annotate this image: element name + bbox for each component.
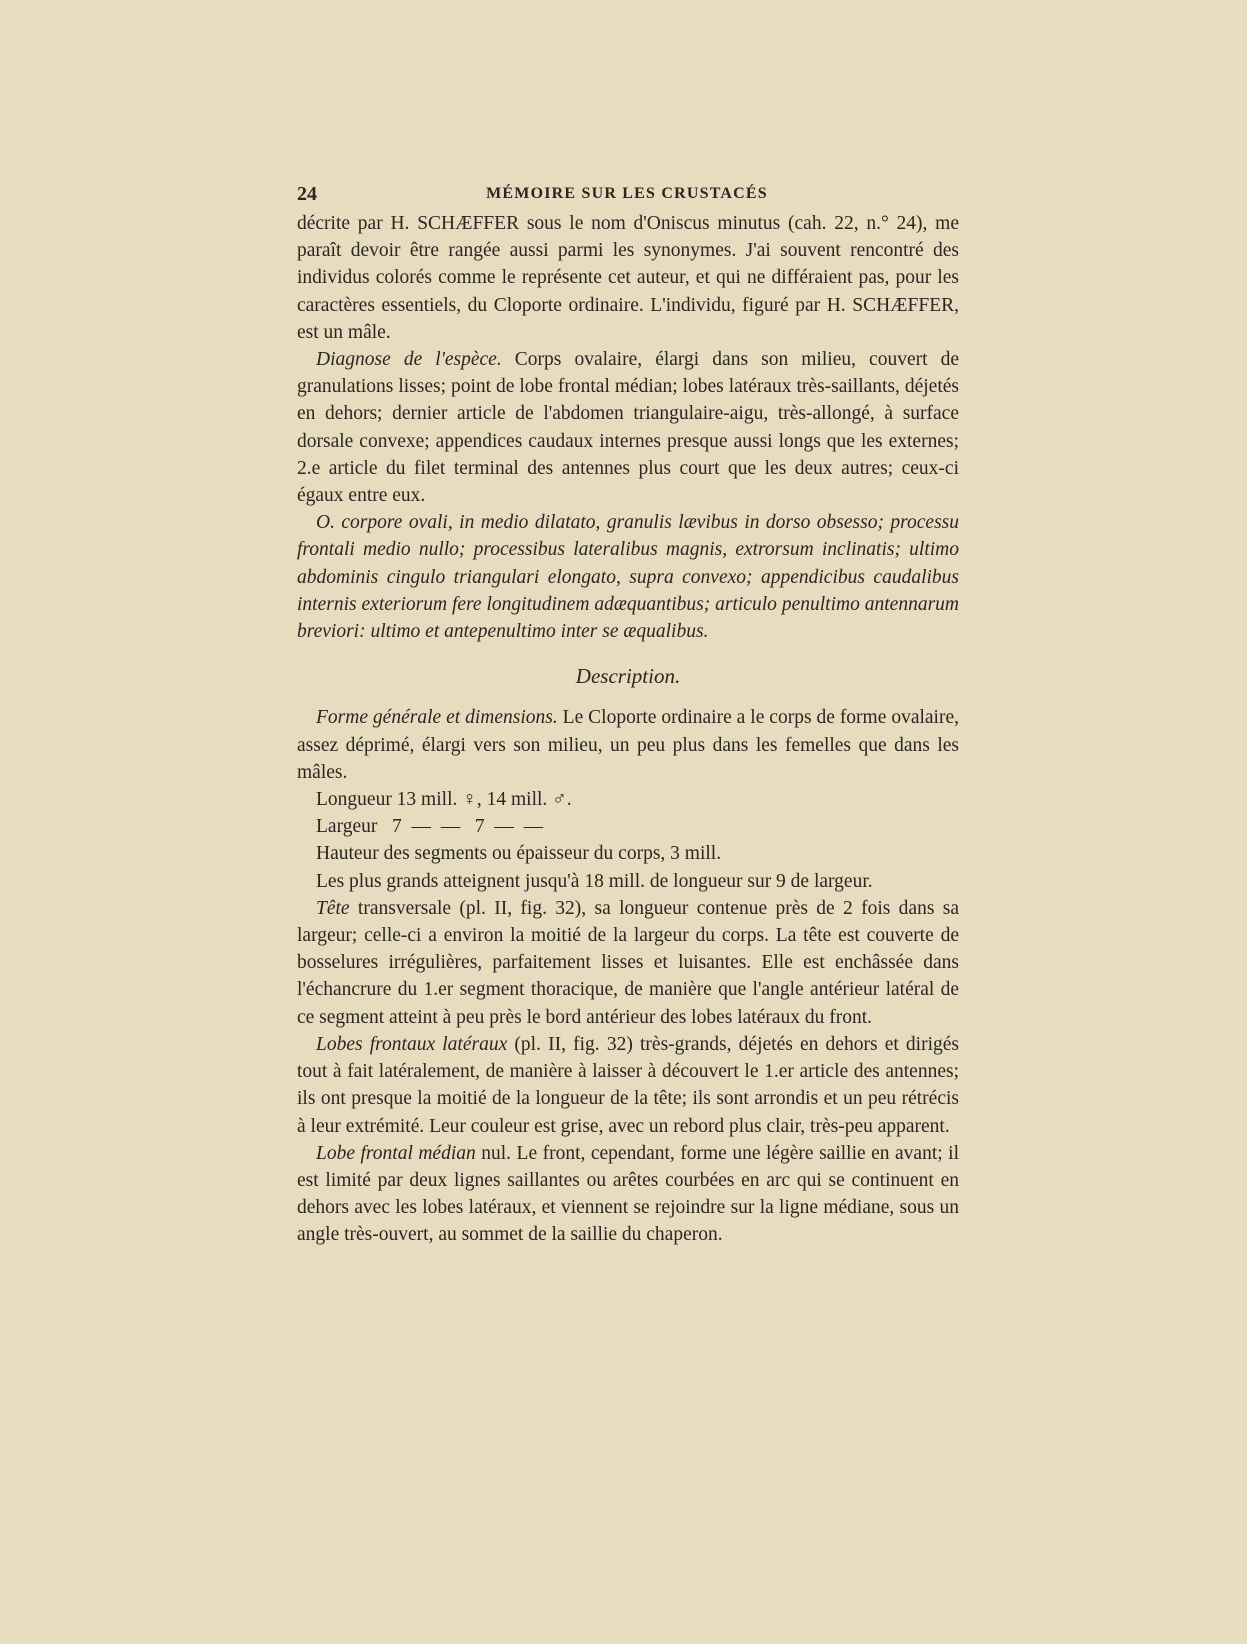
section-title-description: Description. bbox=[575, 664, 681, 689]
forme-text: Le Cloporte ordinaire a le corps de forme ovalaire, assez déprimé, élargi vers son milieu, un peu plus dans les femelles que dans les mâles. bbox=[297, 707, 959, 783]
paragraph-diagnose bbox=[297, 346, 959, 509]
page-number: 24 bbox=[297, 183, 317, 205]
diagnose-label: Diagnose de l'espèce. bbox=[316, 349, 502, 371]
dimension-largeur: Largeur 7 — — 7 — — bbox=[316, 816, 544, 838]
lobes-lateraux-text: (pl. II, fig. 32) très-grands, déjetés en dehors et dirigés tout à fait latéralement, de manière à laisser à découvert le 1.er article des antennes; ils ont presque la moitié de la longueur de la tête; ils sont arrondis et un peu rétrécis à leur extrémité. Leur couleur est grise, avec un rebord plus clair, très-peu apparent. bbox=[297, 1033, 959, 1137]
lobes-lateraux-label: Lobes frontaux latéraux bbox=[316, 1033, 508, 1055]
lobe-median-text: nul. Le front, cependant, forme une légère saillie en avant; il est limité par deux lignes saillantes ou arêtes courbées en arc qui se continuent en dehors avec les lobes latéraux, et viennent se rejoindre sur la ligne médiane, sous un angle très-ouvert, au sommet de la saillie du chaperon. bbox=[297, 1142, 959, 1246]
forme-label: Forme générale et dimensions. bbox=[316, 707, 558, 729]
paragraph-hauteur: Hauteur des segments ou épaisseur du corps, 3 mill. bbox=[316, 843, 722, 865]
lobe-median-label: Lobe frontal médian bbox=[316, 1142, 476, 1164]
diagnose-text: Corps ovalaire, élargi dans son milieu, couvert de granulations lisses; point de lobe frontal médian; lobes latéraux très-saillants, déjetés en dehors; dernier article de l'abdomen triangulaire-aigu, très-allongé, à surface dorsale convexe; appendices caudaux internes presque aussi longs que les externes; 2.e article du filet terminal des antennes plus court que les deux autres; ceux-ci égaux entre eux. bbox=[297, 349, 959, 507]
paragraph-grands: Les plus grands atteignent jusqu'à 18 mill. de longueur sur 9 de largeur. bbox=[316, 870, 873, 892]
body-text bbox=[297, 210, 959, 1249]
paragraph-latin-diagnosis: O. corpore ovali, in medio dilatato, granulis lævibus in dorso obsesso; processu frontali medio nullo; processibus lateralibus magnis, extrorsum inclinatis; ultimo abdominis cingulo triangulari elongato, supra convexo; appendicibus caudalibus internis exteriorum fere longitudinem adæquantibus; articulo penultimo antennarum breviori: ultimo et antepenultimo inter se æqualibus. bbox=[297, 512, 959, 643]
paragraph-synonymy: décrite par H. SCHÆFFER sous le nom d'Oniscus minutus (cah. 22, n.° 24), me paraît devoir être rangée aussi parmi les synonymes. J'ai souvent rencontré des individus colorés comme le représente cet auteur, et qui ne différaient pas, pour les caractères essentiels, du Cloporte ordinaire. L'individu, figuré par H. SCHÆFFER, est un mâle. bbox=[297, 213, 959, 343]
running-title: MÉMOIRE SUR LES CRUSTACÉS bbox=[486, 185, 768, 202]
paragraph-lobe-median bbox=[297, 1140, 959, 1249]
tete-text: transversale (pl. II, fig. 32), sa longueur contenue près de 2 fois dans sa largeur; celle-ci a environ la moitié de la largeur du corps. La tête est couverte de bosselures irrégulières, parfaitement lisses et luisantes. Elle est enchâssée dans l'échancrure du 1.er segment thoracique, de manière que l'angle antérieur latéral de ce segment atteint à peu près le bord antérieur des lobes latéraux du front. bbox=[297, 897, 959, 1028]
dimension-longueur: Longueur 13 mill. ♀, 14 mill. ♂. bbox=[316, 789, 572, 811]
paragraph-lobes-lateraux bbox=[297, 1031, 959, 1140]
dimensions-block bbox=[297, 786, 959, 840]
paragraph-tete bbox=[297, 895, 959, 1031]
page-header bbox=[297, 183, 957, 209]
tete-label: Tête bbox=[316, 897, 350, 919]
paragraph-forme bbox=[297, 704, 959, 786]
